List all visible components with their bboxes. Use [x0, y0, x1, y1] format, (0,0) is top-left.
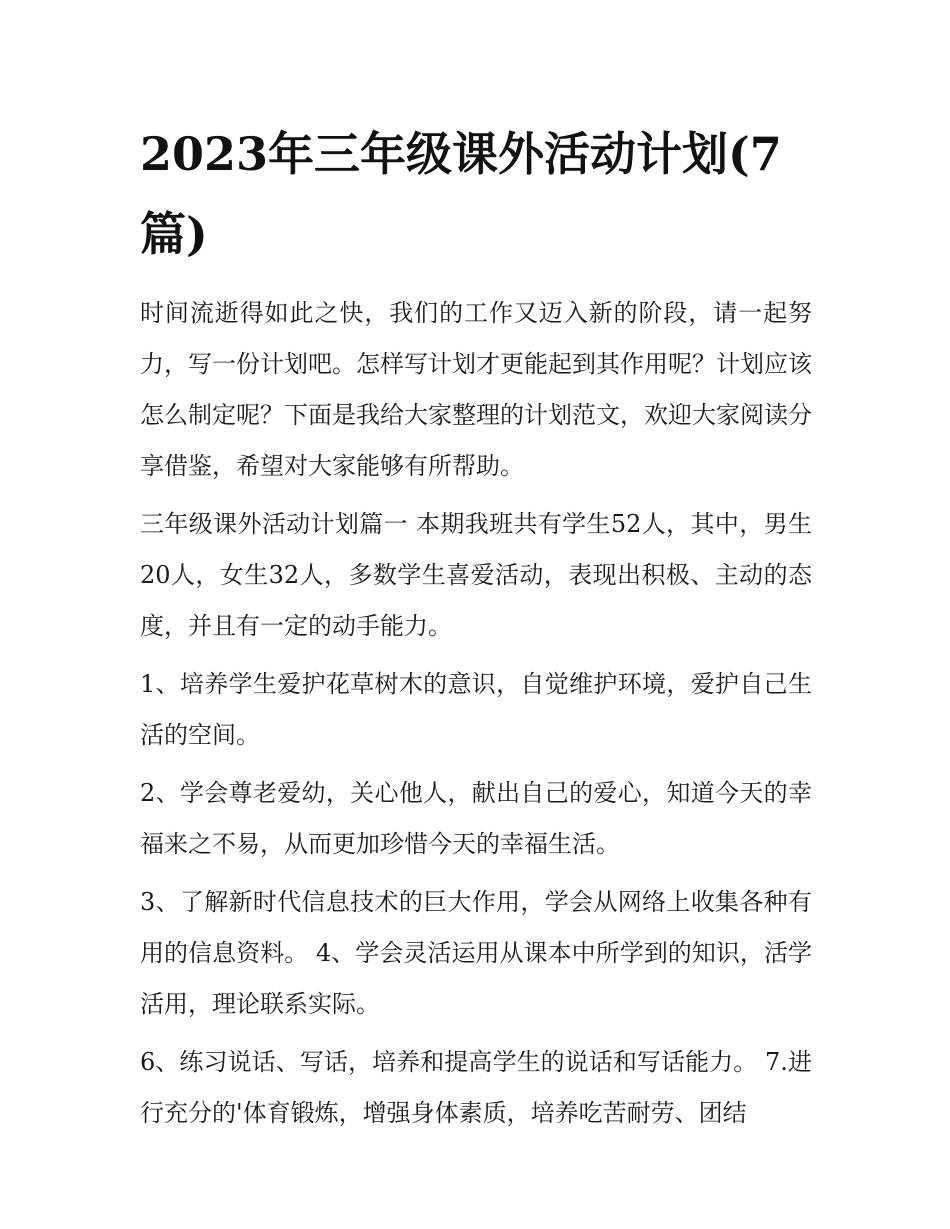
- goal-item-1: 1、培养学生爱护花草树木的意识，自觉维护环境，爱护自己生活的空间。: [140, 670, 812, 749]
- intro-paragraph: 时间流逝得如此之快，我们的工作又迈入新的阶段，请一起努力，写一份计划吧。怎样写计划才更能起到其作用呢？计划应该怎么制定呢？下面是我给大家整理的计划范文，欢迎大家阅读分享借鉴，希望对大家能够有所帮助。: [140, 299, 812, 480]
- document-body: [140, 114, 812, 1146]
- goal-item-3-4: 3、了解新时代信息技术的巨大作用，学会从网络上收集各种有用的信息资料。 4、学会灵活运用从课本中所学到的知识，活学活用，理论联系实际。: [140, 888, 812, 1018]
- goal-item-2: 2、学会尊老爱幼，关心他人，献出自己的爱心，知道今天的幸福来之不易，从而更加珍惜今天的幸福生活。: [140, 779, 812, 858]
- title-spacer: [140, 274, 812, 288]
- document-title: 2023年三年级课外活动计划(7篇): [140, 127, 782, 261]
- goal-item-6-7: 6、练习说话、写话，培养和提高学生的说话和写话能力。 7.进行充分的'体育锻炼，增强身体素质，培养吃苦耐劳、团结: [140, 1048, 812, 1127]
- class-overview-paragraph: 三年级课外活动计划篇一 本期我班共有学生52人，其中，男生20人，女生32人，多数学生喜爱活动，表现出积极、主动的态度，并且有一定的动手能力。: [140, 510, 812, 640]
